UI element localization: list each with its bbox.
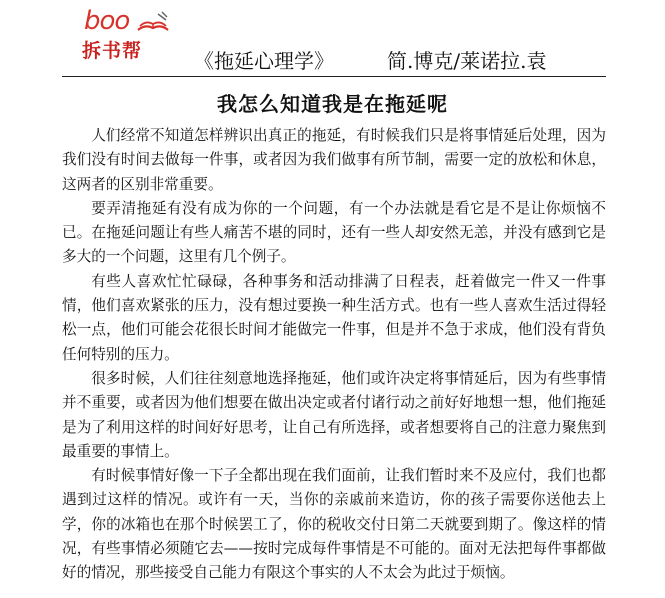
logo-wordmark: boo (84, 6, 130, 36)
paragraph: 要弄清拖延有没有成为你的一个问题，有一个办法就是看它是不是让你烦恼不已。在拖延问题让有些人痛苦不堪的同时，还有一些人却安然无恙，并没有感到它是多大的一个问题，这里有几个例子。 (62, 199, 606, 266)
paragraph: 很多时候，人们往往刻意地选择拖延，他们或许决定将事情延后，因为有些事情并不重要，或者因为他们想要在做出决定或者付诸行动之前好好地想一想，他们拖延是为了利用这样的时间好好思考，让自己有所选择，或者想要将自己的注意力聚焦到最重要的事情上。 (62, 369, 606, 460)
book-title: 《拖延心理学》 (194, 49, 334, 73)
article-title: 我怎么知道我是在拖延呢 (217, 92, 448, 116)
paragraph: 有时候事情好像一下子全都出现在我们面前，让我们暂时来不及应付，我们也都遇到过这样的情况。或许有一天，当你的亲戚前来造访，你的孩子需要你送他去上学，你的冰箱也在那个时候罢工了，你的税收交付日第二天就要到期了。像这样的情况，有些事情必须随它去——按时完成每件事情是不可能的。面对无法把每件事都做好的情况，那些接受自己能力有限这个事实的人不太会为此过于烦恼。 (62, 467, 606, 582)
logo-name: 拆书帮 (82, 40, 143, 62)
paragraph: 有些人喜欢忙忙碌碌，各种事务和活动排满了日程表，赶着做完一件又一件事情，他们喜欢紧张的压力，没有想过要换一种生活方式。也有一些人喜欢生活过得轻松一点，他们可能会花很长时间才能做完一件事，但是并不急于求成，他们没有背负任何特别的压力。 (62, 272, 606, 363)
logo (78, 6, 173, 62)
header-divider (62, 76, 606, 77)
book-author: 简.博克/莱诺拉.袁 (387, 49, 547, 73)
article-body (62, 124, 606, 586)
paragraph: 人们经常不知道怎样辨识出真正的拖延，有时候我们只是将事情延后处理，因为我们没有时间去做每一件事，或者因为我们做事有所节制，需要一定的放松和休息，这两者的区别非常重要。 (62, 127, 606, 193)
open-book-icon (136, 10, 170, 34)
